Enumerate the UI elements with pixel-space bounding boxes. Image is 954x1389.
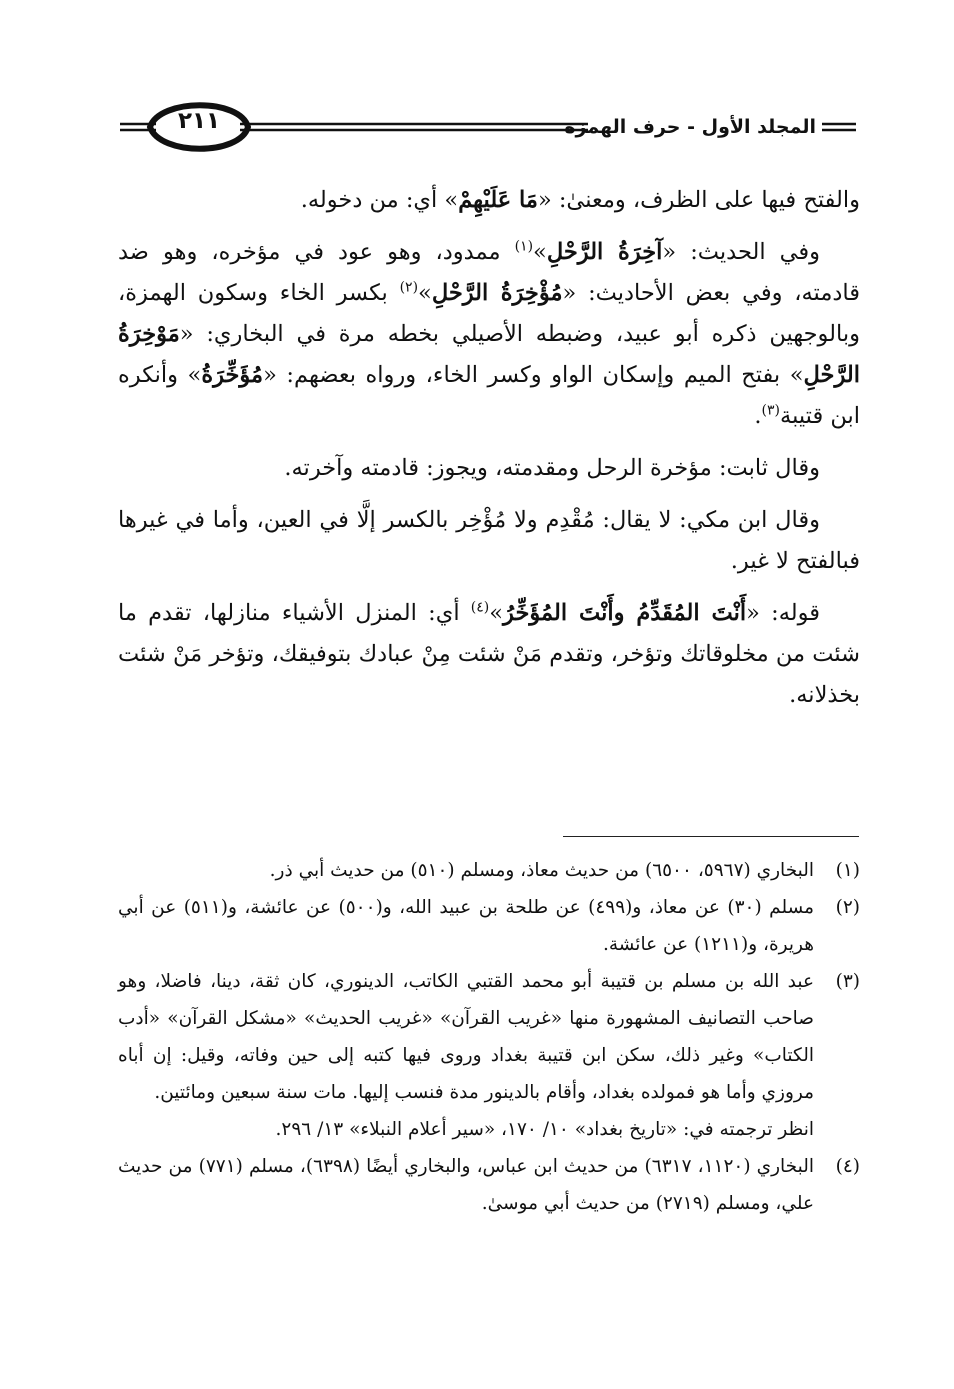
footnote [118, 889, 860, 963]
footnote [118, 852, 860, 889]
footnote-ref: (٢) [399, 279, 419, 296]
quoted-term: مَوْخِرَةُ الرَّحْلِ [118, 321, 860, 388]
page-number: ٢١١ [177, 108, 221, 134]
quoted-term: أَنْتَ المُقَدِّمُ وأَنْتَ المُؤَخِّرُ [503, 600, 747, 626]
paragraph: وقال ثابت: مؤخرة الرحل ومقدمته، ويجوز: قادمته وآخرته. [284, 455, 820, 481]
footnote-number: (٤) [835, 1156, 860, 1177]
footnote-number: (١) [835, 860, 860, 881]
footnote-separator [563, 836, 859, 837]
footnote [118, 963, 860, 1148]
footnote-text: عبد الله بن مسلم بن قتيبة أبو محمد القتبي الكاتب، الدينوري، كان ثقة، دينا، فاضلا، وهو صاحب التصانيف المشهورة منها «غريب القرآن» «غريب الحديث» «مشكل القرآن» «أدب الكتاب» وغير ذلك، سكن ابن قتيبة بغداد وروى فيها كتبه إلى حين وفاته، وقيل: إن أباه مروزي وأما هو فمولده بغداد، وأقام بالدينور مدة فنسب إليها. مات سنة سبعين ومائتين. [118, 971, 814, 1103]
quoted-term: مُؤْخِرَةُ الرَّحْلِ [431, 280, 563, 306]
paragraph: وقال ابن مكي: لا يقال: مُقْدِم ولا مُؤْخِر بالكسر إلَّا في العين، وأما في غيرها فبالفتح لا غير. [118, 507, 860, 574]
paragraph: وفي الحديث: «آخِرَةُ الرَّحْلِ»$^{(١)}$ ممدود، وهو عود في مؤخره، وهو ضد قادمته، وفي بعض الأحاديث: «مُؤْخِرَةُ الرَّحْلِ»$^{(٢)}$ بكسر الخاء وسكون الهمزة، وبالوجهين ذكره أبو عبيد، وضبطه الأصيلي بخطه مرة في البخاري: «مَوْخِرَةُ الرَّحْلِ» بفتح الميم وإسكان الواو وكسر الخاء، ورواه بعضهم: «مُؤَخِّرَةُ» وأنكره ابن قتيبة$^{(٣)}$. [118, 238, 861, 429]
footnote-text: انظر ترجمته في: «تاريخ بغداد» ١٠/ ١٧٠، «سير أعلام النبلاء» ١٣/ ٢٩٦. [275, 1119, 814, 1140]
footnote-ref: (٣) [761, 402, 781, 419]
running-title: المجلد الأول - حرف الهمزة [564, 116, 816, 138]
quoted-term: مَا عَلَيْهِمْ [458, 187, 538, 213]
main-text [118, 180, 860, 727]
footnote [118, 1148, 860, 1222]
footnote-text: البخاري (٥٩٦٧، ٦٥٠٠) من حديث معاذ، ومسلم (٥١٠) من حديث أبي ذر. [269, 860, 814, 881]
quoted-term: مُؤَخِّرَةُ [201, 362, 264, 388]
page-header [0, 88, 954, 178]
footnote-number: (٣) [835, 971, 860, 992]
footnote-text: مسلم (٣٠) عن معاذ، و(٤٩٩) عن طلحة بن عبيد الله، و(٥٠٠) عن عائشة، و(٥١١) عن أبي هريرة، و(١٢١١) عن عائشة. [118, 897, 815, 955]
footnotes [118, 852, 860, 1222]
footnote-text: البخاري (١١٢٠، ٦٣١٧) من حديث ابن عباس، والبخاري أيضًا (٦٣٩٨)، مسلم (٧٧١) من حديث علي، ومسلم (٢٧١٩) من حديث أبي موسىٰ. [118, 1156, 814, 1214]
footnote-number: (٢) [835, 897, 860, 918]
quoted-term: آخِرَةُ الرَّحْلِ [546, 239, 663, 265]
paragraph: قوله: «أَنْتَ المُقَدِّمُ وأَنْتَ المُؤَخِّرُ»$^{(٤)}$ أي: المنزل الأشياء منازلها، تقدم ما شئت من مخلوقاتك وتؤخر، وتقدم مَنْ شئت مِنْ عبادك بتوفيقك، وتؤخر مَنْ شئت بخذلانه. [118, 599, 860, 708]
paragraph: والفتح فيها على الظرف، ومعنىٰ: «مَا عَلَيْهِمْ» أي: من دخوله. [300, 187, 860, 213]
footnote-ref: (٤) [470, 599, 490, 616]
footnote-ref: (١) [514, 238, 534, 255]
